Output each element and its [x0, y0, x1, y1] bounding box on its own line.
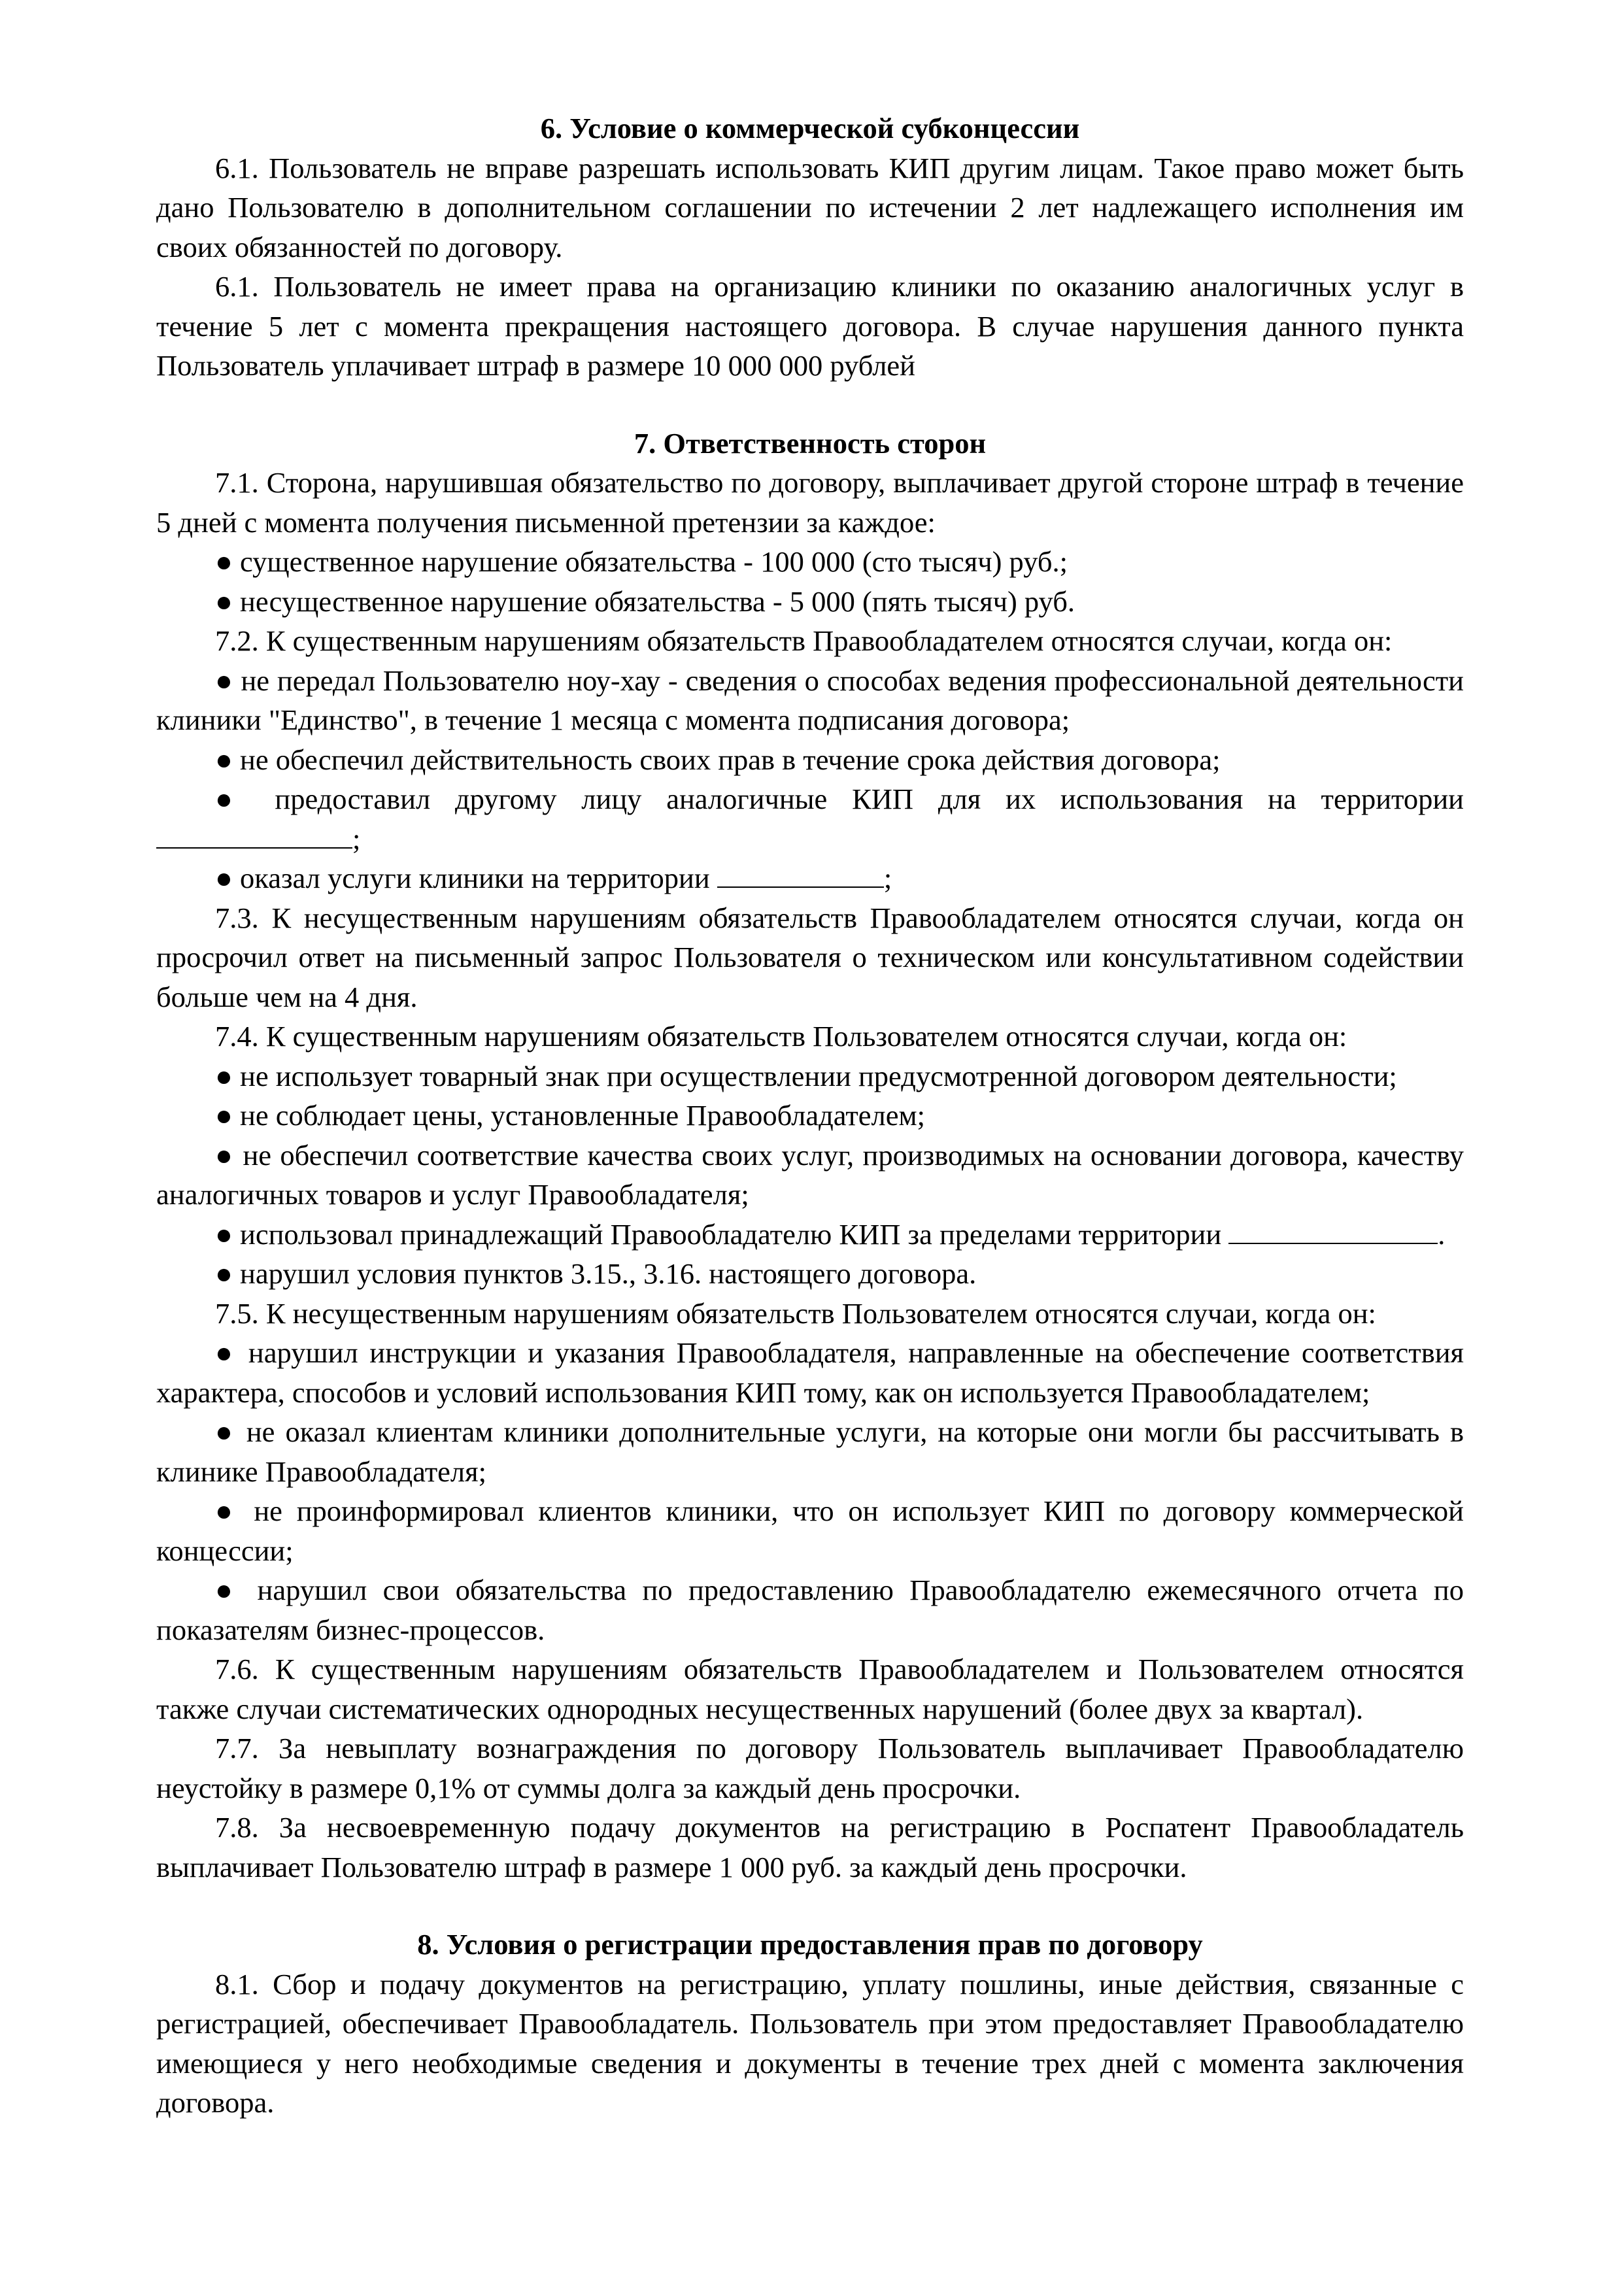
clause-7-1-bullet-2: ● несущественное нарушение обязательства - 5 000 (пять тысяч) руб. [215, 584, 1075, 618]
clause-6-1-a: 6.1. Пользователь не вправе разрешать использовать КИП другим лицам. Такое право может быть дано Пользователю в дополнительном соглашении по истечении 2 лет надлежащего исполнения им своих обязанностей по договору. [156, 151, 1464, 263]
clause-7-3: 7.3. К несущественным нарушениям обязательств Правообладателем относятся случаи, когда он просрочил ответ на письменный запрос Пользователя о техническом или консультативном содействии больше чем на 4 дня. [156, 901, 1464, 1013]
blank-line [717, 860, 884, 888]
blank-line [156, 821, 352, 849]
clause-7-1-bullet-1: ● существенное нарушение обязательства - 100 000 (сто тысяч) руб.; [215, 545, 1068, 578]
clause-7-5-bullet-4: ● нарушил свои обязательства по предоставлению Правообладателю ежемесячного отчета по показателям бизнес-процессов. [156, 1574, 1464, 1646]
clause-8-1: 8.1. Сбор и подачу документов на регистрацию, уплату пошлины, иные действия, связанные с регистрацией, обеспечивает Правообладатель. Пользователь при этом предоставляет Правообладателю имеющиеся у него необходимые сведения и документы в течение трех дней с момента заключения договора. [156, 1967, 1464, 2119]
clause-7-4-bullet-4 [156, 1215, 1464, 1255]
bullet-end: . [1438, 1217, 1446, 1251]
clause-7-2-bullet-3 [156, 779, 1464, 858]
clause-7-8: 7.8. За несвоевременную подачу документов на регистрацию в Роспатент Правообладатель выплачивает Пользователю штраф в размере 1 000 руб. за каждый день просрочки. [156, 1811, 1464, 1883]
section-gap [156, 386, 1464, 424]
clause-7-2-bullet-4 [156, 858, 1464, 898]
bullet-text: ● предоставил другому лицу аналогичные КИП для их использования на территории [215, 783, 1464, 815]
clause-7-2-bullet-1: ● не передал Пользователю ноу-хау - сведения о способах ведения профессиональной деятельности клиники "Единство", в течение 1 месяца с момента подписания договора; [156, 664, 1464, 736]
clause-7-4: 7.4. К существенным нарушениям обязательств Пользователем относятся случаи, когда он: [215, 1020, 1347, 1053]
clause-6-1-b: 6.1. Пользователь не имеет права на организацию клиники по оказанию аналогичных услуг в течение 5 лет с момента прекращения настоящего договора. В случае нарушения данного пункта Пользователь уплачивает штраф в размере 10 000 000 рублей [156, 270, 1464, 382]
clause-7-2: 7.2. К существенным нарушениям обязательств Правообладателем относятся случаи, когда он: [215, 624, 1393, 657]
clause-7-5: 7.5. К несущественным нарушениям обязательств Пользователем относятся случаи, когда он: [215, 1296, 1376, 1330]
clause-7-5-bullet-1: ● нарушил инструкции и указания Правообладателя, направленные на обеспечение соответствия характера, способов и условий использования КИП тому, как он используется Правообладателем; [156, 1336, 1464, 1409]
bullet-end: ; [883, 862, 892, 894]
section-6-title: 6. Условие о коммерческой субконцессии [540, 112, 1080, 144]
section-7-title: 7. Ответственность сторон [634, 426, 987, 460]
clause-7-2-bullet-2: ● не обеспечил действительность своих прав в течение срока действия договора; [215, 743, 1221, 776]
bullet-text: ● оказал услуги клиники на территории [215, 862, 710, 894]
document-page [156, 109, 1464, 2123]
section-8-title: 8. Условия о регистрации предоставления прав по договору [417, 1928, 1203, 1961]
clause-7-5-bullet-2: ● не оказал клиентам клиники дополнительные услуги, на которые они могли бы рассчитывать в клинике Правообладателя; [156, 1415, 1464, 1488]
clause-7-1: 7.1. Сторона, нарушившая обязательство по договору, выплачивает другой стороне штраф в течение 5 дней с момента получения письменной претензии за каждое: [156, 466, 1464, 539]
clause-7-5-bullet-3: ● не проинформировал клиентов клиники, что он использует КИП по договору коммерческой концессии; [156, 1494, 1464, 1567]
clause-7-4-bullet-2: ● не соблюдает цены, установленные Правообладателем; [215, 1099, 926, 1132]
bullet-text: ● использовал принадлежащий Правообладателю КИП за пределами территории [215, 1217, 1222, 1251]
section-gap [156, 1887, 1464, 1925]
clause-7-4-bullet-3: ● не обеспечил соответствие качества своих услуг, производимых на основании договора, качеству аналогичных товаров и услуг Правообладателя; [156, 1138, 1464, 1211]
blank-line [1228, 1217, 1438, 1244]
clause-7-4-bullet-5: ● нарушил условия пунктов 3.15., 3.16. настоящего договора. [215, 1257, 977, 1290]
clause-7-7: 7.7. За невыплату вознаграждения по договору Пользователь выплачивает Правообладателю неустойку в размере 0,1% от суммы долга за каждый день просрочки. [156, 1732, 1464, 1804]
bullet-end: ; [352, 822, 361, 855]
clause-7-6: 7.6. К существенным нарушениям обязательств Правообладателем и Пользователем относятся также случаи систематических однородных несущественных нарушений (более двух за квартал). [156, 1653, 1464, 1725]
clause-7-4-bullet-1: ● не использует товарный знак при осуществлении предусмотренной договором деятельности; [215, 1059, 1397, 1092]
